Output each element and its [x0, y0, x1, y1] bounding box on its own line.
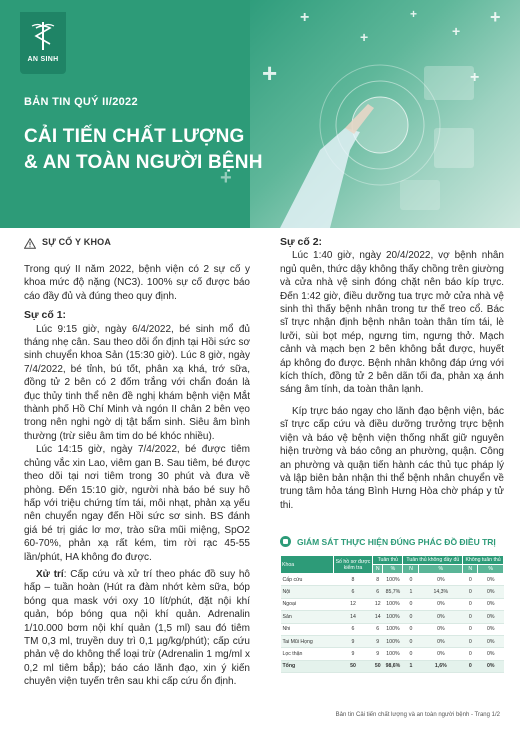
case2-title: Sự cố 2: [280, 236, 319, 248]
plus-decor-icon: +: [360, 29, 369, 45]
cell-p3: 0%: [478, 660, 504, 672]
cell-p2: 0%: [419, 611, 463, 623]
case2-paragraph-1: Lúc 1:40 giờ, ngày 20/4/2022, vợ bệnh nhân ngủ quên, thức dậy không thấy chồng trên giường và cửa nhà vệ sinh đóng chặt nên báo kíp trực. Đến 1:42 giờ, điều dưỡng tua trực mở cửa nhà vệ sinh thì thấy bệnh nhân trong tư thế treo cổ. Bác sĩ trực nhận định bệnh nhân toàn thân tím tái, lè lưỡi, sùi bọt mép, ngưng tim, ngưng thở. Mạch cảnh và mạch bẹn 2 bên không bắt được, huyết áp không đo được. Bệnh nhân không đáp ứng với kích thích, đồng tử 2 bên dãn tối đa, phản xạ ánh sáng âm tính, da toàn thân lạnh.: [280, 250, 504, 396]
cell-n1: 14: [373, 611, 383, 623]
section-heading: [24, 236, 250, 250]
case2-colon: :: [318, 236, 323, 248]
cell-p3: 0%: [478, 648, 504, 660]
cell-p3: 0%: [478, 635, 504, 647]
table-title: GIÁM SÁT THỰC HIỆN ĐÚNG PHÁC ĐỒ ĐIỀU TRỊ: [297, 536, 496, 547]
cell-p1: 100%: [383, 635, 403, 647]
col-khoa: Khoa: [281, 556, 334, 574]
cell-n2: 0: [403, 623, 419, 635]
col-soho: Số hồ sơ được kiểm tra: [334, 556, 373, 574]
cell-khoa: Sản: [281, 611, 334, 623]
table-heading: [280, 536, 504, 547]
plus-decor-icon: +: [300, 9, 310, 26]
plus-decor-icon: +: [470, 69, 480, 86]
cell-p3: 0%: [478, 598, 504, 610]
cell-n1: 8: [373, 574, 383, 586]
cell-n1: 12: [373, 598, 383, 610]
case1-paragraph-3: [24, 568, 250, 689]
cell-p2: 1,6%: [419, 660, 463, 672]
table-row: [281, 648, 504, 660]
cell-khoa: Nội: [281, 586, 334, 598]
cell-n1: 6: [373, 586, 383, 598]
cell-n3: 0: [463, 635, 478, 647]
cell-n2: 0: [403, 574, 419, 586]
logo-text: AN SINH: [27, 56, 59, 63]
sub-pct: %: [478, 565, 504, 574]
medical-interface-illustration: [250, 0, 520, 228]
plus-decor-icon: +: [490, 7, 501, 27]
cell-p1: 100%: [383, 574, 403, 586]
table-row: [281, 586, 504, 598]
sub-n: N: [463, 565, 478, 574]
left-column: [24, 236, 250, 689]
sub-pct: %: [383, 565, 403, 574]
cell-soho: 50: [334, 660, 373, 672]
cell-n2: 0: [403, 598, 419, 610]
section-title: SỰ CỐ Y KHOA: [42, 237, 112, 248]
protocol-table: [280, 555, 504, 673]
cell-khoa: Cấp cứu: [281, 574, 334, 586]
cell-soho: 9: [334, 648, 373, 660]
sub-n: N: [403, 565, 419, 574]
table-row: [281, 598, 504, 610]
cell-p2: 0%: [419, 648, 463, 660]
cell-p1: 100%: [383, 611, 403, 623]
plus-decor-icon: +: [452, 23, 461, 39]
treatment-label: Xử trí: [36, 568, 64, 580]
cell-soho: 6: [334, 586, 373, 598]
bulletin-label: BẢN TIN QUÝ II/2022: [24, 96, 138, 108]
table-row: [281, 623, 504, 635]
cell-n3: 0: [463, 598, 478, 610]
plus-decor-icon: +: [220, 167, 232, 189]
cell-p2: 0%: [419, 623, 463, 635]
cell-n3: 0: [463, 648, 478, 660]
cell-soho: 8: [334, 574, 373, 586]
col-khong: Không tuân thủ: [463, 556, 504, 565]
sub-n: N: [373, 565, 383, 574]
cell-khoa: Nhi: [281, 623, 334, 635]
page-footer: Bản tin Cải tiến chất lượng và an toàn người bệnh - Trang 1/2: [335, 712, 500, 718]
case2-heading: [280, 236, 504, 249]
col-tuanthu: Tuân thủ: [373, 556, 403, 565]
an-sinh-logo: [20, 12, 66, 74]
case1-paragraph-2: Lúc 14:15 giờ, ngày 7/4/2022, bé được tiêm chủng vắc xin Lao, viêm gan B. Sau tiêm, bé được theo dõi tại nơi tiêm trong 30 phút và đưa về phòng. Đến 15:10 giờ, người nhà báo bé suy hô hấp với triệu chứng tím tái, môi nhạt, phản xạ yếu nên chuyển ngay đến Hồi sức sơ sinh. BS đánh giá bé trị giác lơ mơ, trào sữa mũi miệng, SpO2 60-70%, phản xạ rất kém, tim rời rạc 45-55 lần/phút, HA không đo được.: [24, 444, 250, 563]
cell-soho: 14: [334, 611, 373, 623]
cell-p2: 0%: [419, 574, 463, 586]
cell-n2: 0: [403, 648, 419, 660]
table-row: [281, 611, 504, 623]
intro-paragraph: Trong quý II năm 2022, bệnh viện có 2 sự cố y khoa mức độ nặng (NC3). 100% sự cố được báo cáo đầy đủ và đúng theo quy định.: [24, 264, 250, 302]
cell-khoa: Lọc thận: [281, 648, 334, 660]
page-title: [24, 124, 263, 176]
cell-p3: 0%: [478, 574, 504, 586]
table-total-row: [281, 660, 504, 672]
caduceus-icon: [30, 20, 56, 52]
cell-n1: 9: [373, 635, 383, 647]
plus-decor-icon: +: [262, 58, 278, 88]
plus-decor-icon: +: [410, 7, 418, 21]
case2-paragraph-2: Kíp trực báo ngay cho lãnh đạo bệnh viện, bác sĩ trực cấp cứu và điều dưỡng trưởng trực bệnh viện và báo vệ bệnh viện thống nhất giữ nguyên hiện trường và báo công an phường, quận. Công an phường và quận tiến hành các thủ tục pháp lý và lập biên bản nhận thi thể bệnh nhân chuyển về trung tâm hỏa táng Bình Hưng Hòa chờ pháp y tử thi.: [280, 405, 504, 511]
title-line-2: & AN TOÀN NGƯỜI BỆNH: [24, 152, 263, 173]
cell-p1: 100%: [383, 648, 403, 660]
cell-soho: 12: [334, 598, 373, 610]
case1-paragraph-1: Lúc 9:15 giờ, ngày 6/4/2022, bé sinh mổ đủ tháng nhẹ cân. Sau theo dõi ổn định tại Hồi sức sơ sinh chuyển khoa Sản (15:30 giờ). Lúc 8 giờ, ngày 7/4/2022, bé tỉnh, bú tốt, phân xạ khá, trớ sữa, đồng tử 2 bên có 2 đốm trắng với chẩn đoán là đục thủy tinh thể nên đề nghị khám bệnh viện Mắt thành phố Hồ Chí Minh và ngón II chân 2 bên vẹo trong nên nghi ngờ dị tật bẩm sinh. Siêu âm bình thường (trừ siêu âm tim do bé khóc nhiều).: [24, 323, 250, 442]
cell-n1: 9: [373, 648, 383, 660]
cell-p1: 98,6%: [383, 660, 403, 672]
cell-n3: 0: [463, 660, 478, 672]
protocol-monitoring-section: [280, 536, 504, 673]
case1-heading: Sự cố 1:: [24, 309, 67, 322]
cell-khoa: Tổng: [281, 660, 334, 672]
header-photo: [250, 0, 520, 228]
cell-p2: 14,3%: [419, 586, 463, 598]
cell-n2: 0: [403, 635, 419, 647]
cell-p1: 100%: [383, 598, 403, 610]
right-column: [280, 236, 504, 512]
sub-pct: %: [419, 565, 463, 574]
cell-p3: 0%: [478, 623, 504, 635]
cell-n2: 1: [403, 660, 419, 672]
table-row: [281, 635, 504, 647]
cell-p2: 0%: [419, 635, 463, 647]
header-banner: [0, 0, 520, 228]
cell-n3: 0: [463, 611, 478, 623]
cell-n1: 50: [373, 660, 383, 672]
warning-icon: [24, 238, 36, 249]
cell-n2: 1: [403, 586, 419, 598]
cell-n2: 0: [403, 611, 419, 623]
cell-soho: 6: [334, 623, 373, 635]
col-khongday: Tuân thủ không đầy đủ: [403, 556, 463, 565]
cell-p3: 0%: [478, 611, 504, 623]
clipboard-icon: [280, 536, 291, 547]
cell-p1: 85,7%: [383, 586, 403, 598]
cell-soho: 9: [334, 635, 373, 647]
treatment-text: : Cấp cứu và xử trí theo phác đồ suy hô hấp – tuần hoàn (Hút ra đàm nhớt kèm sữa, bóp bóng qua mask với oxy 10 lít/phút, đặt nội khí quản, bóp bóng qua nội khí quản. Adrenalin 1/10.000 bơm nội khí quản (1,5 ml) sau đó tiêm TM 0,3 ml, truyền duy trì 0,1 µg/kg/phút); cấp cứu phản vệ do không thể loại trừ (Adrenalin 1 mg/ml x 0,2 ml tiêm bắp); báo cáo lãnh đạo, xin ý kiến chuyên viện tuyến trên sau khi cấp cứu ổn định.: [24, 568, 250, 688]
cell-p3: 0%: [478, 586, 504, 598]
cell-khoa: Tai Mũi Họng: [281, 635, 334, 647]
cell-n1: 6: [373, 623, 383, 635]
title-line-1: CẢI TIẾN CHẤT LƯỢNG: [24, 126, 245, 147]
cell-n3: 0: [463, 574, 478, 586]
cell-n3: 0: [463, 586, 478, 598]
table-row: [281, 574, 504, 586]
cell-khoa: Ngoại: [281, 598, 334, 610]
cell-p2: 0%: [419, 598, 463, 610]
cell-n3: 0: [463, 623, 478, 635]
cell-p1: 100%: [383, 623, 403, 635]
